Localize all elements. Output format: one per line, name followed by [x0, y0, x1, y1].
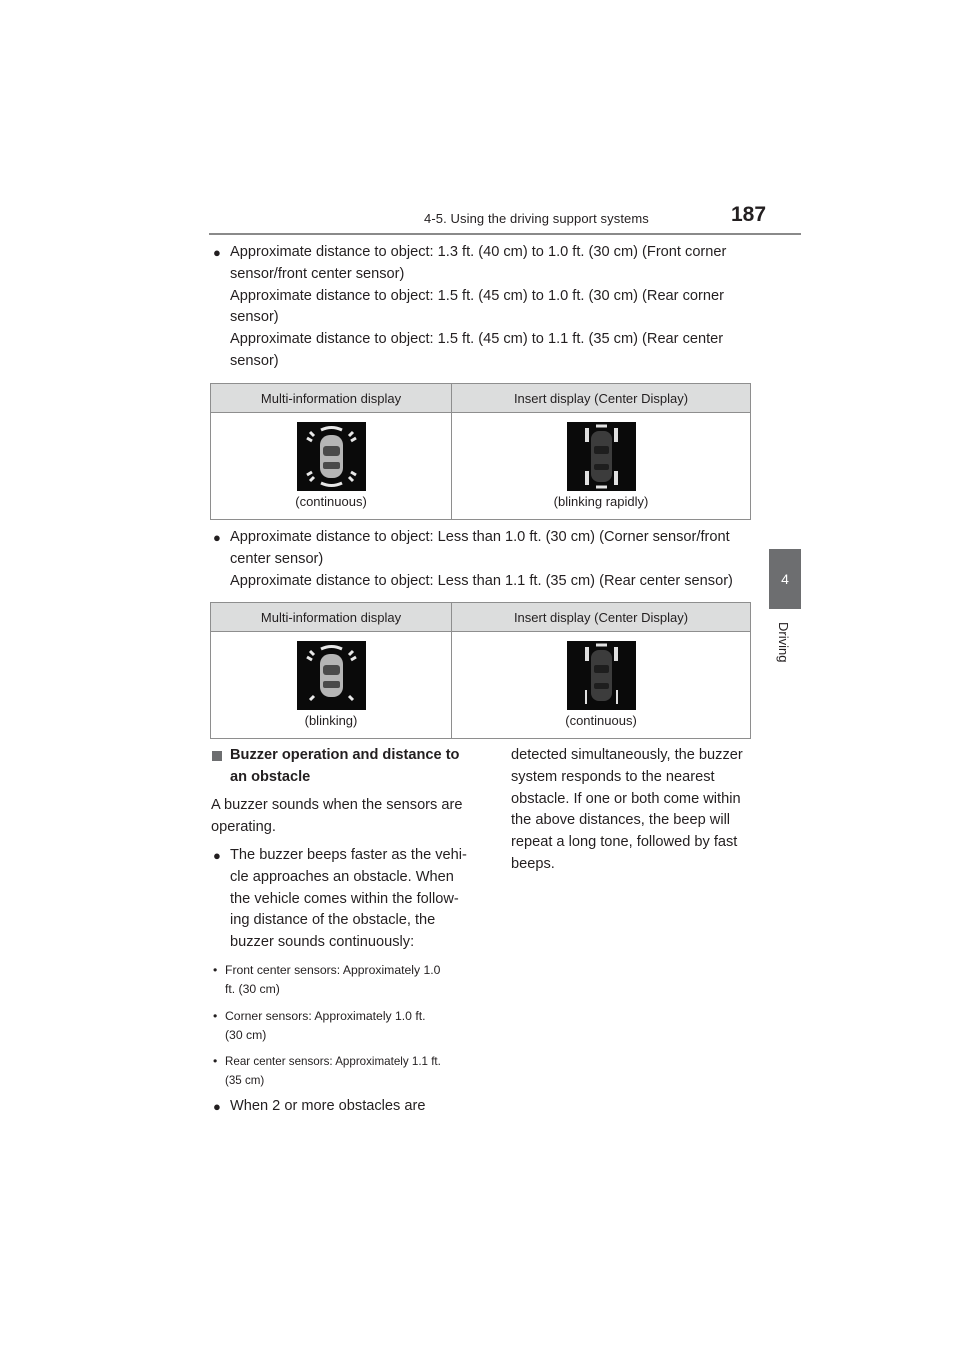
sub-item-line: Corner sensors: Approximately 1.0 ft. [225, 1009, 426, 1023]
table-cell [211, 632, 452, 739]
buzzer-heading [230, 745, 459, 789]
column-line: repeat a long tone, followed by fast [511, 834, 738, 851]
column-line: beeps. [511, 855, 555, 872]
chapter-label: Driving [776, 622, 791, 663]
bullet-line: buzzer sounds continuously: [230, 934, 415, 951]
buzzer-bullet-2: When 2 or more obstacles are [230, 1098, 426, 1114]
table-header: Insert display (Center Display) [452, 603, 751, 632]
sub-item-line: Front center sensors: Approximately 1.0 [225, 963, 441, 977]
block1-text [230, 242, 726, 373]
heading-line: Buzzer operation and distance to [230, 747, 460, 763]
bullet-icon: ● [213, 245, 221, 260]
sub-item [225, 961, 440, 999]
bullet-icon: ● [213, 1099, 221, 1114]
chapter-tab: 4 [769, 549, 801, 609]
car-sensor-center-display-icon [567, 422, 636, 491]
section-title: 4-5. Using the driving support systems [424, 211, 649, 226]
sub-item [225, 1007, 426, 1045]
car-sensor-multi-info-icon [297, 641, 366, 710]
buzzer-right-column [511, 745, 743, 876]
bullet-icon: ● [213, 848, 221, 863]
block1-line: Approximate distance to object: 1.5 ft. (45 cm) to 1.0 ft. (30 cm) (Rear corner [230, 287, 724, 304]
intro-line: A buzzer sounds when the sensors are [211, 797, 463, 813]
display-caption: (continuous) [565, 713, 637, 728]
header-divider [209, 233, 801, 235]
table-header: Insert display (Center Display) [452, 384, 751, 413]
bullet-line: ing distance of the obstacle, the [230, 912, 436, 929]
table-cell [211, 413, 452, 520]
sub-bullet-icon: • [213, 963, 218, 977]
block1-line: Approximate distance to object: 1.3 ft. (40 cm) to 1.0 ft. (30 cm) (Front corner [230, 244, 727, 260]
table-cell [452, 632, 751, 739]
display-table-1 [210, 383, 751, 520]
block1-line: sensor) [230, 309, 279, 326]
block2-text [230, 527, 733, 592]
sub-item-line: (30 cm) [225, 1028, 267, 1042]
table-header: Multi-information display [211, 603, 452, 632]
display-caption: (blinking rapidly) [553, 494, 649, 509]
block1-line: Approximate distance to object: 1.5 ft. (45 cm) to 1.1 ft. (35 cm) (Rear center [230, 331, 724, 348]
bullet-icon: ● [213, 530, 221, 545]
column-line: system responds to the nearest [511, 768, 715, 785]
table-cell [452, 413, 751, 520]
block2-line: Approximate distance to object: Less than 1.0 ft. (30 cm) (Corner sensor/front [230, 529, 730, 545]
intro-line: operating. [211, 818, 276, 835]
sub-item-line: (35 cm) [225, 1074, 265, 1087]
buzzer-bullet-1 [230, 845, 467, 954]
block1-line: sensor) [230, 352, 279, 369]
bullet-line: the vehicle comes within the follow- [230, 890, 459, 907]
display-caption: (blinking) [304, 713, 358, 728]
display-caption: (continuous) [295, 494, 367, 509]
sub-item [225, 1052, 441, 1090]
sub-bullet-icon: • [213, 1009, 218, 1023]
buzzer-intro [211, 795, 463, 839]
bullet-line: The buzzer beeps faster as the vehi- [230, 847, 467, 863]
column-line: detected simultaneously, the buzzer [511, 747, 743, 763]
bullet-line: cle approaches an obstacle. When [230, 868, 454, 885]
car-sensor-multi-info-icon [297, 422, 366, 491]
section-marker-icon [212, 751, 222, 761]
column-line: the above distances, the beep will [511, 812, 731, 829]
column-line: obstacle. If one or both come within [511, 790, 741, 807]
block2-line: center sensor) [230, 550, 324, 567]
sub-item-line: ft. (30 cm) [225, 982, 280, 996]
block2-line: Approximate distance to object: Less than 1.1 ft. (35 cm) (Rear center sensor) [230, 572, 733, 589]
block1-line: sensor/front center sensor) [230, 265, 405, 282]
page-number: 187 [731, 203, 767, 226]
heading-line: an obstacle [230, 768, 311, 785]
table-header: Multi-information display [211, 384, 452, 413]
sub-bullet-icon: • [213, 1054, 218, 1068]
display-table-2 [210, 602, 751, 739]
car-sensor-center-display-icon [567, 641, 636, 710]
sub-item-line: Rear center sensors: Approximately 1.1 ft. [225, 1055, 441, 1068]
